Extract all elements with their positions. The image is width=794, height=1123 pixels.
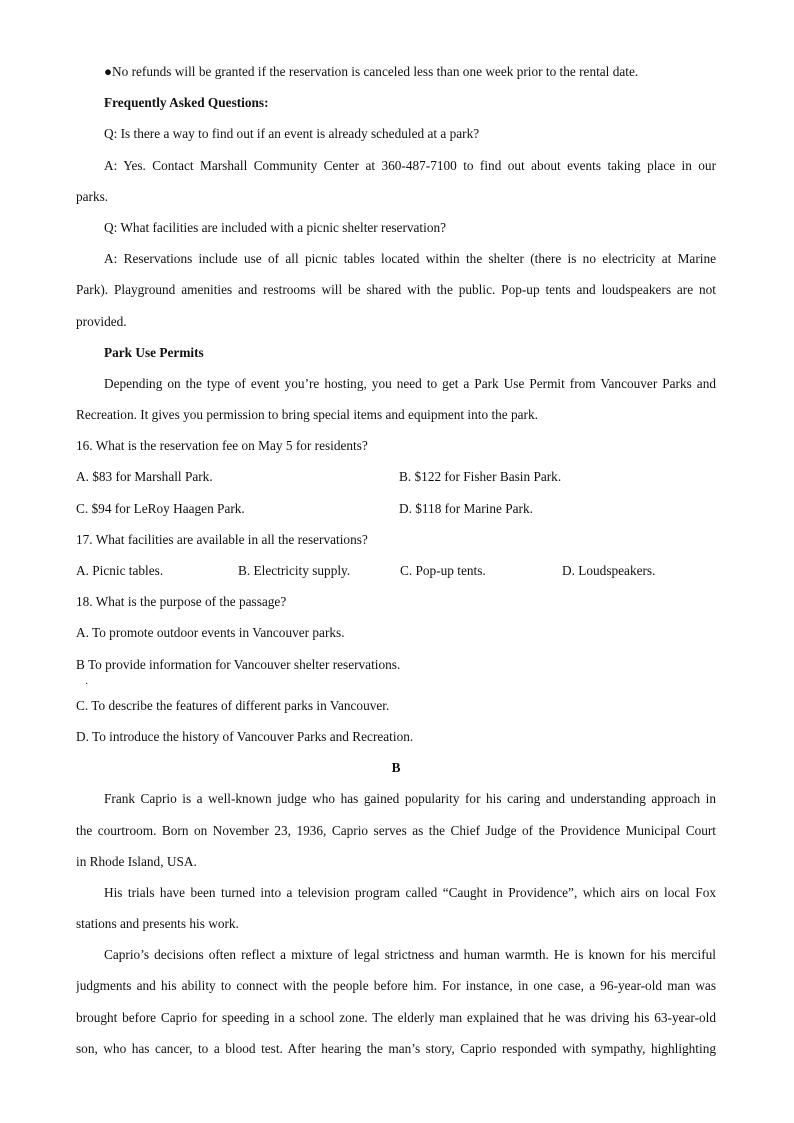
question-17-stem: 17. What facilities are available in all the reservations? bbox=[76, 531, 368, 547]
section-b-p1-line-1: Frank Caprio is a well-known judge who has gained popularity for his caring and understanding approach in bbox=[104, 791, 716, 807]
faq-answer-2-line-1: A: Reservations include use of all picnic tables located within the shelter (there is no electricity at Marine bbox=[104, 251, 716, 267]
section-b-p3-line-3: brought before Caprio for speeding in a school zone. The elderly man explained that he was driving his 63-year-old bbox=[76, 1009, 716, 1025]
question-17-options bbox=[76, 555, 716, 586]
section-b-p1-line-2: the courtroom. Born on November 23, 1936, Caprio serves as the Chief Judge of the Providence Municipal Court bbox=[76, 822, 716, 838]
question-18-option-a: A. To promote outdoor events in Vancouver parks. bbox=[76, 625, 345, 641]
question-17-option-c: C. Pop-up tents. bbox=[400, 563, 486, 578]
permits-line-2: Recreation. It gives you permission to bring special items and equipment into the park. bbox=[76, 407, 538, 423]
question-17-option-a: A. Picnic tables. bbox=[76, 563, 164, 578]
question-18-stem: 18. What is the purpose of the passage? bbox=[76, 594, 287, 610]
question-16-option-a: A. $83 for Marshall Park. bbox=[76, 469, 213, 485]
question-18-option-b-mark: · bbox=[85, 678, 89, 690]
faq-heading: Frequently Asked Questions: bbox=[104, 95, 269, 111]
section-b-p1-line-3: in Rhode Island, USA. bbox=[76, 853, 197, 869]
section-b-p3-line-1: Caprio’s decisions often reflect a mixture of legal strictness and human warmth. He is known for his merciful bbox=[104, 947, 716, 963]
faq-answer-1-line-2: parks. bbox=[76, 188, 109, 204]
faq-answer-1-line-1: A: Yes. Contact Marshall Community Center at 360-487-7100 to find out about events taking place in our bbox=[104, 157, 716, 173]
section-b-p2-line-2: stations and presents his work. bbox=[76, 916, 239, 932]
question-16-option-b: B. $122 for Fisher Basin Park. bbox=[399, 469, 562, 485]
question-16-option-c: C. $94 for LeRoy Haagen Park. bbox=[76, 500, 245, 516]
question-17-option-d: D. Loudspeakers. bbox=[562, 563, 656, 578]
faq-answer-2-line-2: Park). Playground amenities and restrooms will be shared with the public. Pop-up tents and loudspeakers are not bbox=[76, 282, 716, 298]
question-16-option-d: D. $118 for Marine Park. bbox=[399, 500, 533, 516]
question-18-option-b: B To provide information for Vancouver shelter reservations. bbox=[76, 656, 401, 672]
refund-notice: ●No refunds will be granted if the reservation is canceled less than one week prior to the rental date. bbox=[104, 64, 639, 79]
question-16-stem: 16. What is the reservation fee on May 5 for residents? bbox=[76, 438, 368, 454]
question-16-options-row-2 bbox=[76, 493, 716, 524]
question-16-options-row-1 bbox=[76, 461, 716, 492]
question-18-option-c: C. To describe the features of different parks in Vancouver. bbox=[76, 697, 390, 713]
faq-answer-2-line-3: provided. bbox=[76, 313, 127, 329]
section-b-p2-line-1: His trials have been turned into a television program called “Caught in Providence”, which airs on local Fox bbox=[104, 884, 716, 900]
section-b-p3-line-4: son, who has cancer, to a blood test. After hearing the man’s story, Caprio responded with sympathy, highlighting bbox=[76, 1040, 716, 1056]
question-18-option-d: D. To introduce the history of Vancouver Parks and Recreation. bbox=[76, 728, 414, 744]
faq-question-1: Q: Is there a way to find out if an event is already scheduled at a park? bbox=[104, 126, 480, 142]
document-page bbox=[76, 56, 716, 1064]
permits-line-1: Depending on the type of event you’re hosting, you need to get a Park Use Permit from Vancouver Parks and bbox=[104, 375, 716, 391]
question-17-option-b: B. Electricity supply. bbox=[238, 563, 351, 578]
faq-question-2: Q: What facilities are included with a picnic shelter reservation? bbox=[104, 219, 447, 235]
section-b-heading: B bbox=[391, 760, 401, 776]
permits-heading: Park Use Permits bbox=[104, 344, 204, 360]
section-b-p3-line-2: judgments and his ability to connect with the people before him. For instance, in one case, a 96-year-old man was bbox=[76, 978, 716, 994]
